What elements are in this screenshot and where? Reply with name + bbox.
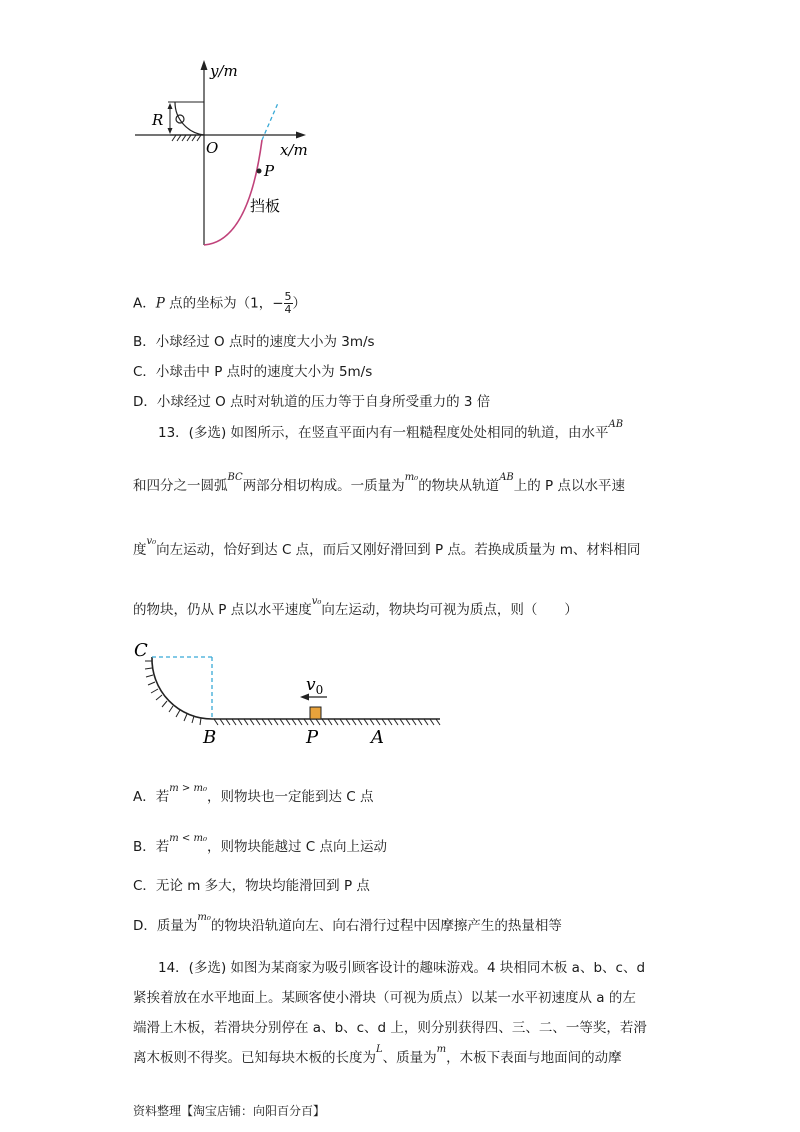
hatch-mark [364,719,368,725]
hatch-mark [292,719,296,725]
label-A: A [371,727,384,748]
hatch-mark [424,719,428,725]
hatch-mark [232,719,236,725]
ground-hatch [172,135,201,141]
q13-stem-line3: 度$^{v_0}$向左运动，恰好到达 C 点，而后又刚好滑回到 P 点。若换成质量为 m、材料相同 [133,536,641,558]
arc-BC [152,657,212,719]
hatch-mark [250,719,254,725]
q13-stem-line1: 13．(多选) 如图所示，在竖直平面内有一粗糙程度处处相同的轨道，由水平$^{AB}$ [158,419,624,441]
hatch-mark [436,719,440,725]
hatch-mark [262,719,266,725]
hatch-mark [394,719,398,725]
label-R: R [152,111,164,129]
hatch-mark [328,719,332,725]
hatch-mark [286,719,290,725]
hatch-mark [370,719,374,725]
hatch-mark [310,719,314,725]
hatch-mark [214,719,218,725]
q13-stem-line2: 和四分之一圆弧$^{BC}$两部分相切构成。一质量为$^{m_0}$的物块从轨道$^{AB}$上的 P 点以水平速 [133,472,625,494]
figure-1-trajectory [130,55,330,260]
q13-option-D: D．质量为$^{m_0}$的物块沿轨道向左、向右滑行过程中因摩擦产生的热量相等 [133,912,562,934]
hatch-mark [220,719,224,725]
x-axis-arrow [296,132,306,139]
hatch-mark [418,719,422,725]
hatch-mark [400,719,404,725]
label-B: B [203,727,217,748]
hatch-mark [376,719,380,725]
hatch-mark [346,719,350,725]
label-O: O [206,139,219,157]
hatch-mark [274,719,278,725]
q12-option-A: A．P 点的坐标为（1，− $\frac{5}{4}$ ） [133,290,307,316]
x-axis-label: x/m [280,141,308,159]
q12-option-C: C．小球击中 P 点时的速度大小为 5m/s [133,364,373,380]
q14-stem-line1: 14．(多选) 如图为某商家为吸引顾客设计的趣味游戏。4 块相同木板 a、b、c、d [158,960,646,976]
q13-option-A: A．若$^{m > m_0}$，则物块也一定能到达 C 点 [133,783,374,805]
hatch-mark [382,719,386,725]
hatch-mark [226,719,230,725]
label-P: P [306,727,319,748]
hatch-mark [388,719,392,725]
hatch-mark [352,719,356,725]
hatch-mark [322,719,326,725]
hatch-mark [334,719,338,725]
hatch-mark [244,719,248,725]
fraction-5-4: $\frac{5}{4}$ [284,290,292,316]
point-P [257,169,262,174]
quarter-arc-track [175,102,204,135]
q12-option-D: D．小球经过 O 点时对轨道的压力等于自身所受重力的 3 倍 [133,394,491,410]
hatch-mark [316,719,320,725]
q12-option-B: B．小球经过 O 点时的速度大小为 3m/s [133,334,375,350]
label-C: C [134,640,148,661]
y-axis-label: y/m [210,62,238,80]
q13-stem-line4: 的物块，仍从 P 点以水平速度$^{v_0}$向左运动，物块均可视为质点，则（ ） [133,596,578,618]
q14-stem-line2: 紧挨着放在水平地面上。某顾客使小滑块（可视为质点）以某一水平初速度从 a 的左 [133,990,636,1006]
hatch-mark [238,719,242,725]
hatch-mark [430,719,434,725]
label-P: P [264,162,275,180]
figure-2-track [130,635,450,750]
q13-option-C: C．无论 m 多大，物块均能滑回到 P 点 [133,878,370,894]
label-baffle: 挡板 [250,197,281,215]
y-axis-arrow [201,60,208,70]
footer-source: 资料整理【淘宝店铺：向阳百分百】 [133,1104,326,1118]
hatch-mark [280,719,284,725]
q14-stem-line4: 离木板则不得奖。已知每块木板的长度为$^L$、质量为$^m$，木板下表面与地面间的动摩 [133,1044,622,1066]
hatch-mark [412,719,416,725]
ground-hatch [214,719,440,725]
hatch-mark [406,719,410,725]
q14-stem-line3: 端滑上木板，若滑块分别停在 a、b、c、d 上，则分别获得四、三、二、一等奖，若滑 [133,1020,647,1036]
q13-option-B: B．若$^{m < m_0}$，则物块能越过 C 点向上运动 [133,833,387,855]
hatch-mark [268,719,272,725]
hatch-mark [358,719,362,725]
hatch-mark [304,719,308,725]
label-v0: $v_0$ [306,675,324,697]
hatch-mark [340,719,344,725]
block [310,707,321,719]
hatch-mark [256,719,260,725]
hatch-mark [298,719,302,725]
